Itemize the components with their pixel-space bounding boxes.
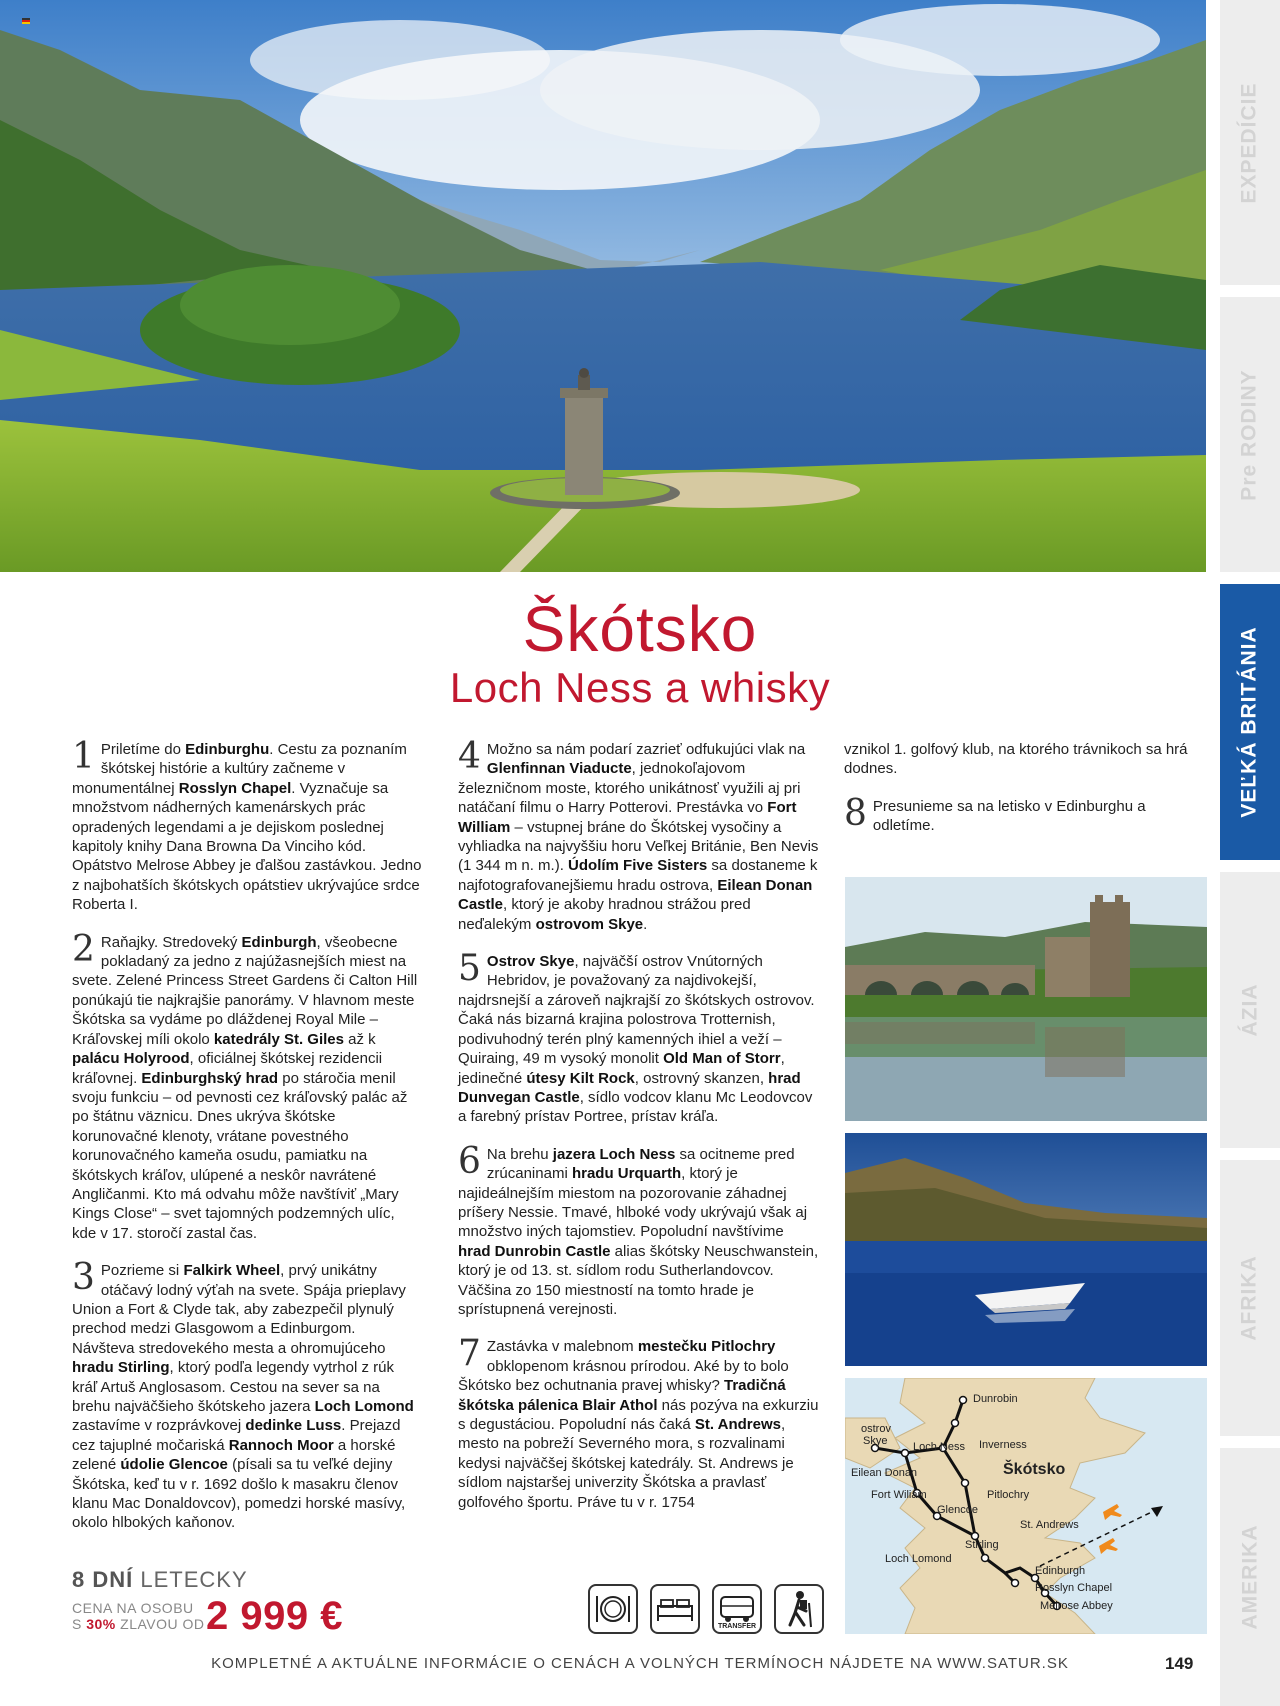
map-label-pitlochry: Pitlochry (987, 1489, 1030, 1501)
day-text: Zastávka v malebnom mestečku Pitlochry obklopenom krásnou prírodou. Aké by to bolo Škótsko bez ochutnania pravej whisky? Tradičná škótska pálenica Blair Athol nás pozýva na exkurziu s degustáciou. Popoludní nás čaká St. Andrews, mesto na pobreží Severného mora, s rozvalinami kedysi najväčšej škótskej katedrály. St. Andrews je sídlom najstaršej univerzity Škótska a pravlasť golfového športu. Práve tu v r. 1754 (458, 1338, 819, 1511)
itinerary-column-2 (458, 736, 820, 1530)
itinerary-day-4 (458, 736, 820, 934)
hiking-icon (774, 1584, 824, 1634)
section-side-tabs (1220, 0, 1280, 1706)
map-label-skotsko: Škótsko (1003, 1461, 1066, 1478)
page-title: Škótsko (522, 593, 758, 665)
tab-amerika[interactable]: AMERIKA (1220, 1448, 1280, 1706)
flag-icon (22, 18, 30, 24)
day-number: 2 (72, 928, 95, 970)
map-label-edinburgh: Edinburgh (1035, 1565, 1086, 1577)
page-number: 149 (1165, 1654, 1194, 1673)
route-map (845, 1378, 1207, 1634)
transfer-bus-icon: TRANSFER (712, 1584, 762, 1634)
itinerary-day-7-continued (844, 740, 1206, 779)
day-text: Priletíme do Edinburghu. Cestu za poznaním škótskej histórie a kultúry začneme v monumentálnej Rosslyn Chapel. Vyznačuje sa množstvom nádherných kamenárskych prác opradených legendami a je dejiskom poslednej kapitoly knihy Dana Browna Da Vinciho kód. Opátstvo Melrose Abbey je ďalšou zastávkou. Jedno z najbohatších škótskych opátstiev ukrývajúce srdce Roberta I. (72, 741, 422, 914)
hero-photo-glenfinnan (0, 0, 1206, 572)
day-number: 8 (844, 792, 867, 834)
day-text: Raňajky. Stredoveký Edinburgh, všeobecne pokladaný za jedno z najúžasnejších miest na svete. Zelené Princess Street Gardens či Calton Hill ponúkajú tie najkrajšie panorámy. V hlavnom meste Škótska sa vydáme po dláždenej Royal Mile – Kráľovskej míli okolo katedrály St. Giles až k palácu Holyrood, oficiálnej škótskej rezidencii kráľovnej. Edinburghský hrad po stáročia menil svoju funkciu – od pevnosti cez kráľovský palác až po štátnu väznicu. Dnes ukrýva škótske korunovačné klenoty, vrátane povestného korunovačného kameňa osudu, pamiatku na škótskych kráľov, ulúpené a neskôr navrátené Angličanmi. Kto má odvahu môže navštíviť „Mary Kings Close“ – svet tajomných podzemných ulíc, kde v 17. storočí zastal čas. (72, 933, 418, 1242)
itinerary-day-5 (458, 948, 820, 1127)
day-number: 7 (458, 1333, 481, 1375)
itinerary-day-7 (458, 1333, 820, 1512)
day-text: Pozrieme si Falkirk Wheel, prvý unikátny otáčavý lodný výťah na svete. Spája prieplavy Union a Fort & Clyde tak, aby zabezpečil plynulý prechod medzi Glasgowom a Edinburgom. Návšteva stredovekého mesta a ohromujúceho hradu Stirling, ktorý podľa legendy vytrhol z rúk kráľ Artuš Anglosasom. Cestou na sever sa na brehu najväčšieho škótskeho jazera Loch Lomond zastavíme v rozprávkovej dedinke Luss. Prejazd cez tajuplné močariská Rannoch Moor a horské zelené údolie Glencoe (písali sa tu veľké dejiny Škótska, keď tu v r. 1692 došlo k masakru členov klanu Mac Donaldovcov), pomedzi horské masívy, okolo hlbokých kaňonov. (72, 1262, 414, 1532)
map-label-ostrov: ostrov (861, 1423, 891, 1435)
map-label-skye: Skye (863, 1435, 888, 1447)
itinerary-day-6 (458, 1140, 820, 1320)
day-number: 3 (72, 1257, 95, 1299)
day-text: Ostrov Skye, najväčší ostrov Vnútorných Hebridov, je považovaný za najdivokejší, najdrsnejší a zároveň najkrajší zo škótskych ostrovov. Čaká nás bizarná krajina polostrova Trotternish, podivuhodný terén plný kamenných ihiel a veží – Quiraing, 49 m vysoký monolit Old Man of Storr, jedinečné útesy Kilt Rock, ostrovný skanzen, hrad Dunvegan Castle, sídlo vodcov klanu Mc Leodovcov a farebný prístav Portree, prístav kráľa. (458, 953, 815, 1126)
day-text: Presunieme sa na letisko v Edinburghu a odletíme. (872, 797, 1146, 835)
map-label-rosslyn: Rosslyn Chapel (1035, 1582, 1113, 1594)
map-label-st-andrews: St. Andrews (1020, 1519, 1079, 1531)
tab-pre-rodiny[interactable]: Pre RODINY (1220, 297, 1280, 572)
footer-info: KOMPLETNÉ A AKTUÁLNE INFORMÁCIE O CENÁCH A VOLNÝCH TERMÍNOCH NÁJDETE NA WWW.SATUR.SK (211, 1655, 1069, 1672)
day-number: 4 (458, 736, 481, 777)
itinerary-column-1 (72, 736, 422, 1551)
tab-azia[interactable]: ÁZIA (1220, 872, 1280, 1148)
price-value: 2 999 € (206, 1594, 343, 1638)
map-label-fort-wiliam: Fort Wiliam (871, 1489, 927, 1501)
map-label-loch-ness: Loch Ness (913, 1441, 965, 1453)
trip-length: 8 DNÍ LETECKY (72, 1567, 248, 1592)
tab-expedicie[interactable]: EXPEDÍCIE (1220, 0, 1280, 285)
service-icons (588, 1584, 824, 1634)
day-number: 1 (72, 736, 95, 777)
map-label-dunrobin: Dunrobin (973, 1393, 1018, 1405)
day-text: Na brehu jazera Loch Ness sa ocitneme pred zrúcaninami hradu Urquarth, ktorý je najideálnejším miestom na pozorovanie záhadnej príšery Nessie. Tmavé, hlboké vody ukrývajú však aj množstvo iných tajomstiev. Popoludní navštívime hrad Dunrobin Castle alias škótsky Neuschwanstein, ktorý je od 13. st. sídlom rodu Sutherlandovcov. Väčšina zo 150 miestností na tomto hrade je sprístupnená verejnosti. (458, 1145, 819, 1318)
tab-velka-britania[interactable]: VEĽKÁ BRITÁNIA (1220, 584, 1280, 860)
photo-loch-with-boat (845, 1133, 1207, 1366)
day-number: 6 (458, 1140, 481, 1182)
map-label-inverness: Inverness (979, 1439, 1027, 1451)
day-number: 5 (458, 948, 481, 990)
itinerary-day-8 (844, 792, 1206, 836)
map-label-glencoe: Glencoe (937, 1504, 978, 1516)
itinerary-day-1 (72, 736, 422, 915)
meals-icon (588, 1584, 638, 1634)
itinerary-day-3 (72, 1257, 422, 1533)
map-label-eilean-donan: Eilean Donan (851, 1467, 918, 1479)
bed-icon (650, 1584, 700, 1634)
day-text: vznikol 1. golfový klub, na ktorého trávnikoch sa hrá dodnes. (844, 741, 1188, 778)
page-subtitle: Loch Ness a whisky (449, 664, 831, 711)
tab-afrika[interactable]: AFRIKA (1220, 1160, 1280, 1436)
day-text: Možno sa nám podarí zazrieť odfukujúci vlak na Glenfinnan Viaducte, jednokoľajovom železničnom moste, ktorého unikátnosť využili aj pri natáčaní filmu o Harry Potterovi. Prestávka vo Fort William – vstupnej bráne do Škótskej vysočiny a vyhliadka na najvyššiu horu Veľkej Británie, Ben Nevis (1 344 m n. m.). Údolím Five Sisters sa dostaneme k najfotografovanejšiemu hradu ostrova, Eilean Donan Castle, ktorý je akoby hradnou strážou pred neďalekým ostrovom Skye. (458, 741, 819, 933)
photo-eilean-donan-castle (845, 877, 1207, 1121)
itinerary-day-2 (72, 928, 422, 1244)
map-label-stirling: Stirling (965, 1539, 999, 1551)
map-label-melrose: Melrose Abbey (1040, 1600, 1113, 1612)
price-label: CENA NA OSOBU S 30% ZLAVOU OD (72, 1600, 205, 1632)
itinerary-column-3 (844, 740, 1206, 854)
map-label-loch-lomond: Loch Lomond (885, 1553, 952, 1565)
